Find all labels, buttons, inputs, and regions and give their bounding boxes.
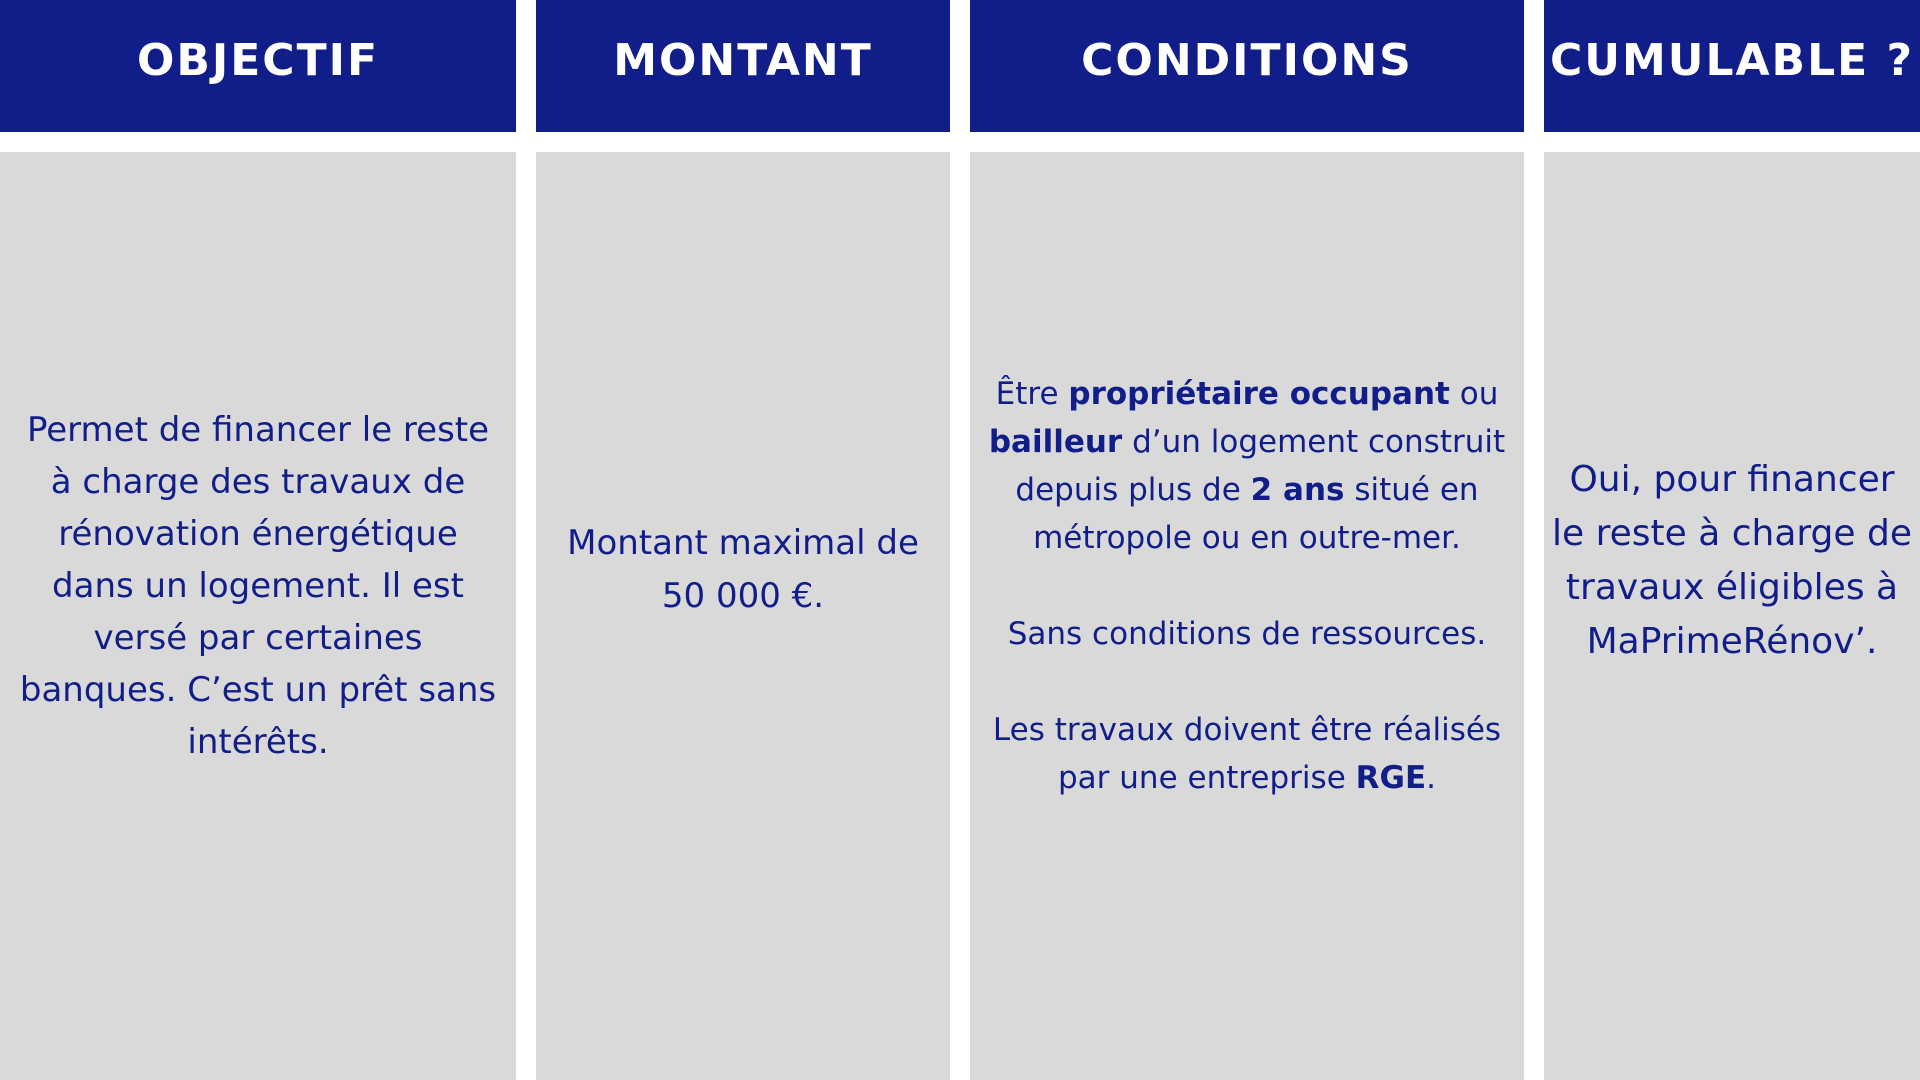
header-label-montant: MONTANT — [613, 34, 873, 86]
column-cell — [970, 152, 1524, 1080]
column-header — [0, 0, 516, 132]
column-cell — [536, 152, 950, 1080]
condition-text: Être — [995, 376, 1069, 412]
condition-text: Les travaux doivent être réalisés par une entreprise — [992, 712, 1502, 796]
paragraph-spacer — [987, 658, 1507, 706]
condition-contractor — [987, 706, 1507, 802]
column-cell — [1544, 152, 1920, 1080]
objectif-text: Permet de financer le reste à charge des travaux de rénovation énergétique dans un logement. Il est versé par certaines banques. C’est un prêt sans intérêts. — [19, 410, 497, 762]
column-header — [970, 0, 1524, 132]
condition-text: ou — [1449, 376, 1499, 412]
header-label-cumulable: CUMULABLE ? — [1549, 34, 1915, 86]
paragraph-spacer — [987, 562, 1507, 610]
column-header — [536, 0, 950, 132]
header-label-objectif: OBJECTIF — [136, 34, 380, 86]
condition-emphasis: bailleur — [988, 424, 1123, 460]
condition-emphasis: RGE — [1355, 760, 1427, 796]
header-label-conditions: CONDITIONS — [1081, 34, 1413, 86]
condition-ownership — [987, 370, 1507, 562]
conditions-text — [987, 370, 1507, 802]
column-montant — [536, 0, 950, 1080]
column-cumulable — [1544, 0, 1920, 1080]
column-objectif — [0, 0, 516, 1080]
condition-text: d’un logement construit depuis plus de — [1015, 424, 1506, 508]
column-header — [1544, 0, 1920, 132]
condition-text: situé en métropole ou en outre-mer. — [1033, 472, 1479, 556]
condition-resources: Sans conditions de ressources. — [1007, 616, 1487, 652]
column-cell — [0, 152, 516, 1080]
cumulable-text: Oui, pour financer le reste à charge de travaux éligibles à MaPrimeRénov’. — [1552, 459, 1912, 662]
condition-emphasis: propriétaire occupant — [1068, 376, 1450, 412]
column-conditions — [970, 0, 1524, 1080]
condition-emphasis: 2 ans — [1250, 472, 1345, 508]
condition-text: . — [1426, 760, 1436, 796]
montant-text: Montant maximal de 50 000 €. — [567, 523, 919, 616]
